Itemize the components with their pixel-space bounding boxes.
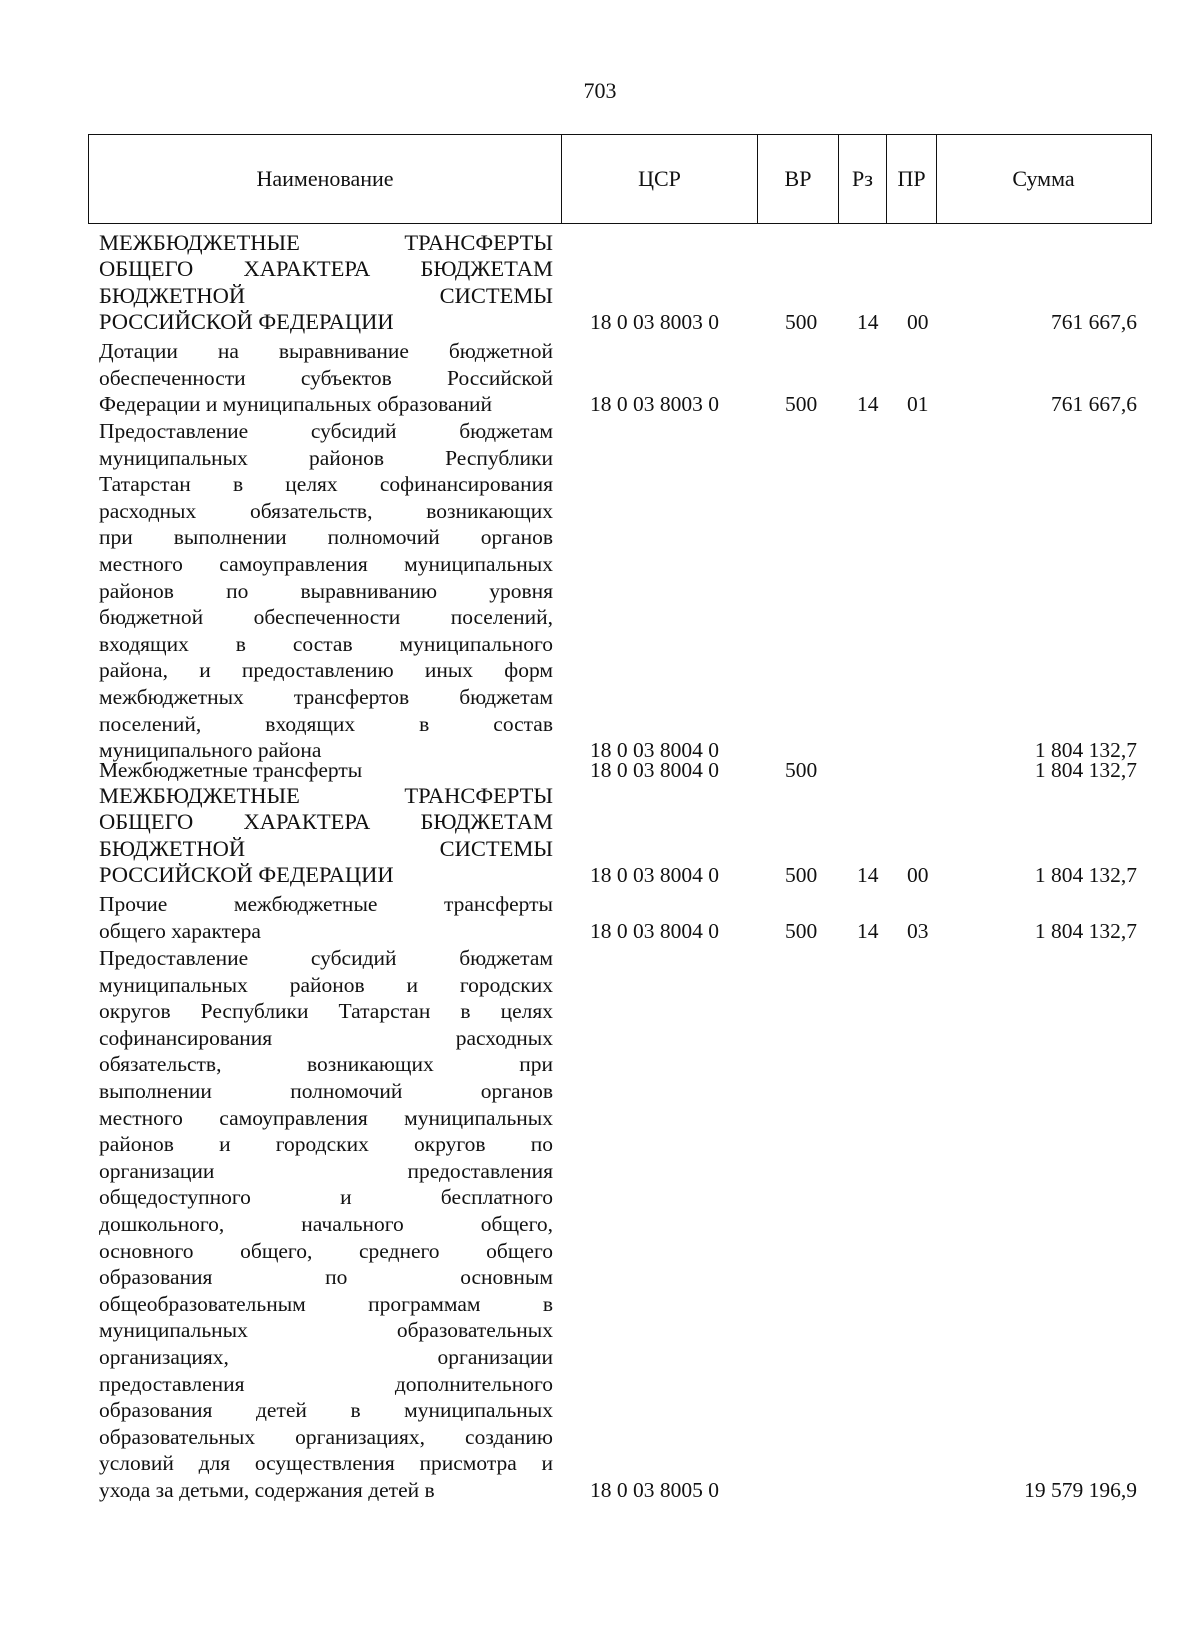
row-csr: 18 0 03 8004 0	[590, 758, 719, 782]
row-name-line: РОССИЙСКОЙ ФЕДЕРАЦИИ	[99, 862, 394, 888]
row-name-line: условий для осуществления присмотра и	[99, 1451, 553, 1476]
row-name-line: поселений, входящих в состав	[99, 711, 553, 736]
row-name-line: бюджетной обеспеченности поселений,	[99, 605, 553, 630]
row-name-line: входящих в состав муниципального	[99, 631, 553, 656]
row-name-line: образовательных организациях, созданию	[99, 1424, 553, 1449]
col-header-pr: ПР	[887, 135, 937, 223]
row-csr: 18 0 03 8004 0	[590, 863, 719, 888]
row-sum: 19 579 196,9	[1024, 1478, 1137, 1502]
row-name	[99, 230, 553, 336]
row-name-line: Федерации и муниципальных образований	[99, 392, 493, 417]
row-vr: 500	[785, 918, 818, 943]
row-name-line: МЕЖБЮДЖЕТНЫЕ ТРАНСФЕРТЫ	[99, 230, 553, 255]
row-name-line: организации предоставления	[99, 1158, 553, 1183]
row-name-line: муниципального района	[99, 738, 322, 763]
row-name-line: общедоступного и бесплатного	[99, 1185, 553, 1210]
row-name-line: Межбюджетные трансферты	[99, 758, 363, 782]
row-name-line: МЕЖБЮДЖЕТНЫЕ ТРАНСФЕРТЫ	[99, 783, 553, 808]
row-pr: 00	[907, 310, 929, 335]
row-rz: 14	[857, 310, 879, 335]
row-name-line: ухода за детьми, содержания детей в	[99, 1477, 435, 1502]
row-sum: 1 804 132,7	[1034, 758, 1137, 782]
row-name-line: выполнении полномочий органов	[99, 1078, 553, 1103]
row-csr: 18 0 03 8004 0	[590, 738, 719, 763]
col-header-csr: ЦСР	[562, 135, 758, 223]
row-name-line: при выполнении полномочий органов	[99, 525, 553, 550]
row-name-line: ОБЩЕГО ХАРАКТЕРА БЮДЖЕТАМ	[99, 256, 553, 282]
table-header	[88, 134, 1152, 224]
row-name-line: софинансирования расходных	[99, 1025, 553, 1050]
row-pr: 00	[907, 863, 929, 888]
row-name-line: муниципальных образовательных	[99, 1318, 553, 1343]
row-name-line: основного общего, среднего общего	[99, 1238, 553, 1263]
row-name-line: межбюджетных трансфертов бюджетам	[99, 684, 553, 709]
row-name-line: районов и городских округов по	[99, 1132, 553, 1157]
row-name-line: БЮДЖЕТНОЙ СИСТЕМЫ	[99, 282, 553, 308]
row-name-line: муниципальных районов Республики	[99, 445, 553, 470]
row-name-line: организациях, организации	[99, 1344, 553, 1369]
row-name-line: образования по основным	[99, 1265, 553, 1290]
row-sum: 761 667,6	[1051, 310, 1137, 335]
col-header-name: Наименование	[89, 135, 562, 223]
row-name-line: обязательств, возникающих при	[99, 1052, 553, 1077]
row-name-line: БЮДЖЕТНОЙ СИСТЕМЫ	[99, 835, 553, 861]
row-rz: 14	[857, 863, 879, 888]
row-name	[99, 783, 553, 889]
row-name	[99, 757, 553, 784]
row-name-line: предоставления дополнительного	[99, 1371, 553, 1396]
row-name-line: Предоставление субсидий бюджетам	[99, 946, 553, 970]
page-number: 703	[583, 78, 617, 103]
col-header-sum: Сумма	[1012, 166, 1075, 191]
row-csr: 18 0 03 8004 0	[590, 918, 719, 943]
row-name-line: местного самоуправления муниципальных	[99, 1105, 553, 1130]
row-name	[99, 891, 553, 944]
row-name	[99, 418, 553, 764]
row-rz: 14	[857, 392, 879, 417]
row-csr: 18 0 03 8003 0	[590, 310, 719, 335]
row-name-line: расходных обязательств, возникающих	[99, 498, 553, 523]
row-name-line: Татарстан в целях софинансирования	[99, 472, 553, 497]
row-name-line: образования детей в муниципальных	[99, 1398, 553, 1423]
row-csr: 18 0 03 8003 0	[590, 392, 719, 417]
row-name-line: общеобразовательным программам в	[99, 1291, 553, 1316]
row-vr: 500	[785, 392, 818, 417]
row-csr: 18 0 03 8005 0	[590, 1478, 719, 1502]
row-sum: 761 667,6	[1051, 392, 1137, 417]
row-rz: 14	[857, 918, 879, 943]
row-name-line: Прочие межбюджетные трансферты	[99, 892, 553, 916]
row-name-line: обеспеченности субъектов Российской	[99, 365, 553, 390]
row-name-line: Дотации на выравнивание бюджетной	[99, 339, 553, 363]
row-name-line: дошкольного, начального общего,	[99, 1211, 553, 1236]
row-pr: 03	[907, 918, 929, 943]
row-pr: 01	[907, 392, 929, 417]
row-name-line: РОССИЙСКОЙ ФЕДЕРАЦИИ	[99, 309, 394, 335]
row-name	[99, 945, 553, 1503]
col-header-rz: Рз	[839, 135, 887, 223]
row-vr: 500	[785, 863, 818, 888]
row-name-line: округов Республики Татарстан в целях	[99, 999, 553, 1024]
row-name-line: ОБЩЕГО ХАРАКТЕРА БЮДЖЕТАМ	[99, 809, 553, 835]
row-name-line: района, и предоставлению иных форм	[99, 658, 553, 683]
row-name-line: районов по выравниванию уровня	[99, 578, 553, 603]
row-vr: 500	[785, 758, 818, 782]
col-header-vr: ВР	[758, 135, 839, 223]
row-name-line: Предоставление субсидий бюджетам	[99, 419, 553, 443]
row-name-line: общего характера	[99, 918, 261, 943]
row-name	[99, 338, 553, 418]
row-name-line: муниципальных районов и городских	[99, 972, 553, 997]
row-name-line: местного самоуправления муниципальных	[99, 551, 553, 576]
row-vr: 500	[785, 310, 818, 335]
row-sum: 1 804 132,7	[1034, 863, 1137, 888]
row-sum: 1 804 132,7	[1034, 918, 1137, 943]
row-sum: 1 804 132,7	[1034, 738, 1137, 763]
